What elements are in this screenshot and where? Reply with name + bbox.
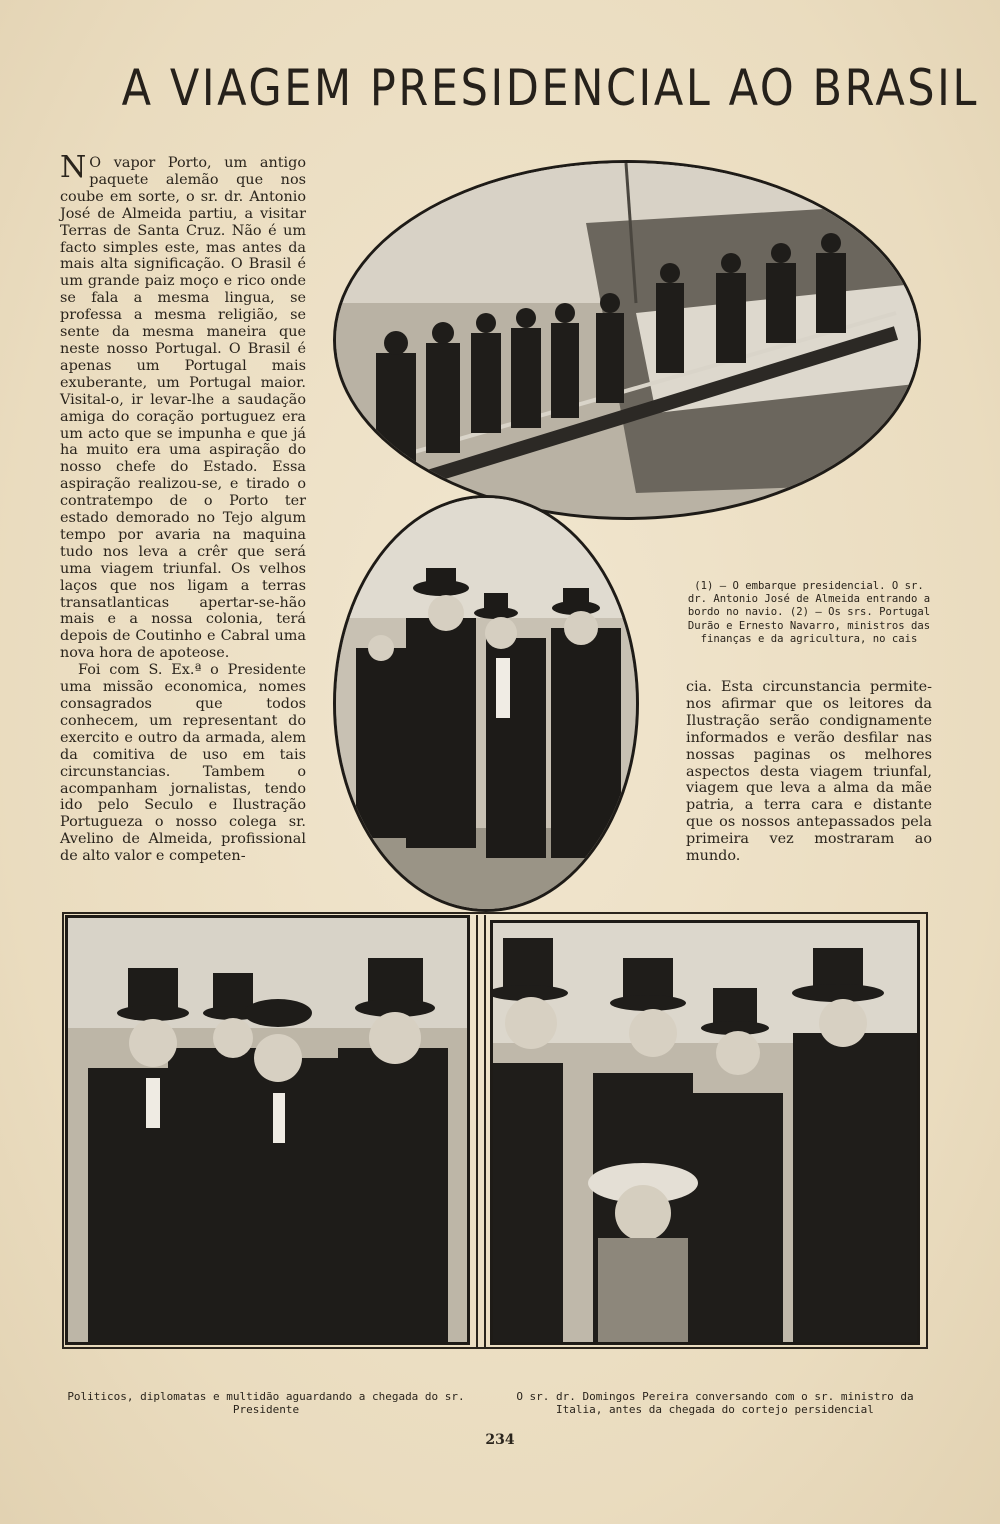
article-paragraph-1-text: O vapor Porto, um antigo paquete alemão que nos coube em sorte, o sr. dr. Antonio José de Almeida partiu, a visitar Terras de Santa Cruz. Não é um facto simples este, mas antes da mais alta significação. O Brasil é um grande paiz moço e rico onde se fala a mesma lingua, se professa a mesma religião, se sente da mesma maneira que neste nosso Portugal. O Brasil é apenas um Portugal mais exuberante, um Portugal maior. Visital-o, ir levar-lhe a saudação amiga do coração portuguez era um acto que se impunha e que já ha muito era uma aspiração do nosso chefe do Estado. Essa aspiração realizou-se, e tirado o contratempo de o Porto ter estado demorado no Tejo algum tempo por avaria na maquina tudo nos leva a crêr que será uma viagem triunfal. Os velhos laços que nos ligam a terras transatlanticas apertar-se-hão mais e a nossa colonia, terá depois de Coutinho e Cabral uma nova hora de apoteose. — [60, 155, 306, 662]
page-title: A VIAGEM PRESIDENCIAL AO BRASIL — [121, 59, 979, 117]
article-paragraph-1 — [60, 150, 306, 662]
photo-domingos-pereira — [490, 920, 920, 1345]
photo-politicians-image — [68, 918, 467, 1342]
article-continuation: cia. Esta circunstancia permite-nos afirmar que os leitores da Ilustração serão condignamente informados e verão desfilar nas nossas paginas os melhores aspectos desta viagem triunfal, viagem que leva a alma da mãe patria, a terra cara e distante que os nossos antepassados pela primeira vez mostraram ao mundo. — [686, 679, 932, 865]
photo-divider — [476, 915, 486, 1347]
article-column-left — [60, 150, 306, 865]
photo-embarkation — [333, 160, 921, 520]
drop-cap: N — [60, 150, 87, 185]
caption-bottom-right: O sr. dr. Domingos Pereira conversando com o sr. ministro da Italia, antes da chegada do cortejo persidencial — [516, 1390, 914, 1416]
photo-domingos-pereira-image — [493, 923, 917, 1342]
caption-top-photos: (1) — O embarque presidencial. O sr. dr. Antonio José de Almeida entrando a bordo no navio. (2) — Os srs. Portugal Durão e Ernesto Navarro, ministros das finanças e da agricultura, no cais — [687, 580, 931, 645]
article-paragraph-2: Foi com S. Ex.ª o Presidente uma missão economica, nomes consagrados que todos conhecem, um representant do exercito e outro da armada, alem da comitiva de uso em tais circunstancias. Tambem o acompanham jornalistas, tendo ido pelo Seculo e Ilustração Portugueza o nosso colega sr. Avelino de Almeida, profissional de alto valor e competen- — [60, 662, 306, 865]
page-number: 234 — [485, 1432, 515, 1448]
caption-bottom-left: Politicos, diplomatas e multidão aguardando a chegada do sr. Presidente — [67, 1390, 465, 1416]
photo-embarkation-image — [336, 163, 921, 520]
photo-ministers — [333, 495, 639, 912]
photo-ministers-image — [336, 498, 639, 912]
photo-politicians — [65, 915, 470, 1345]
